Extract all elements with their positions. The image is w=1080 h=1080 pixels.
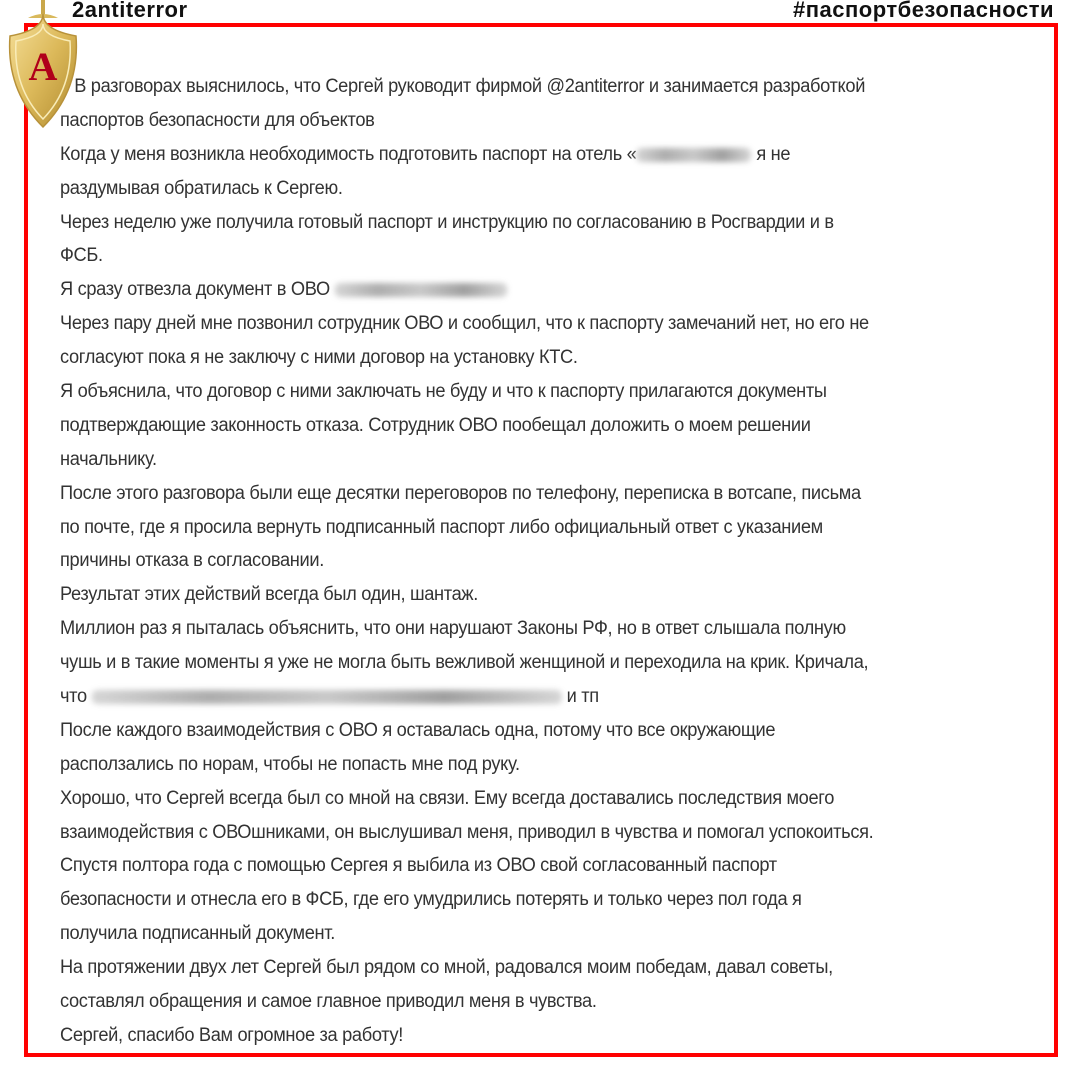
text-line: Миллион раз я пыталась объяснить, что они нарушают Законы РФ, но в ответ слышала полную	[60, 618, 846, 640]
text-line	[60, 680, 1010, 714]
text-line: Хорошо, что Сергей всегда был со мной на связи. Ему всегда доставались последствия моего	[60, 787, 835, 809]
brand-name: 2antiterror	[72, 0, 188, 22]
text-line: Спустя полтора года с помощью Сергея я выбила из ОВО свой согласованный паспорт	[60, 855, 777, 877]
text-line: безопасности и отнесла его в ФСБ, где его умудрились потерять и только через пол года я	[60, 889, 802, 911]
shield-logo-icon	[2, 0, 84, 130]
text-line: ФСБ.	[60, 245, 103, 267]
line-text: что	[60, 686, 87, 708]
line-text: Когда у меня возникла необходимость подготовить паспорт на отель «	[60, 143, 637, 165]
text-line: по почте, где я просила вернуть подписанный паспорт либо официальный ответ с указанием	[60, 516, 823, 538]
text-line: получила подписанный документ.	[60, 923, 336, 945]
text-line: расползались по норам, чтобы не попасть мне под руку.	[60, 753, 520, 775]
line-text: и тп	[566, 686, 599, 708]
line-text: В разговорах выяснилось, что Сергей руководит фирмой @2antiterror и занимается разработкой	[74, 76, 866, 97]
redacted-blur	[92, 690, 562, 704]
text-line: Сергей, спасибо Вам огромное за работу!	[60, 1024, 403, 1046]
redacted-blur	[636, 148, 751, 162]
text-line: После каждого взаимодействия с ОВО я оставалась одна, потому что все окружающие	[60, 719, 776, 741]
text-line	[60, 70, 1010, 104]
text-line: составлял обращения и самое главное приводил меня в чувства.	[60, 991, 597, 1013]
text-line: После этого разговора были еще десятки переговоров по телефону, переписка в вотсапе, письма	[60, 482, 861, 504]
text-line: Через неделю уже получила готовый паспорт и инструкцию по согласованию в Росгвардии и в	[60, 211, 834, 233]
line-text: Я сразу отвезла документ в ОВО	[60, 279, 330, 301]
text-line: начальнику.	[60, 448, 157, 470]
text-line: чушь и в такие моменты я уже не могла быть вежливой женщиной и переходила на крик. Кричала,	[60, 652, 869, 674]
text-line	[60, 138, 1010, 172]
text-line: Результат этих действий всегда был один, шантаж.	[60, 584, 479, 606]
hashtag: #паспортбезопасности	[792, 0, 1054, 22]
text-line: На протяжении двух лет Сергей был рядом со мной, радовался моим победам, давал советы,	[60, 957, 833, 979]
line-text: я не	[756, 143, 791, 165]
text-line: согласуют пока я не заключу с ними договор на установку КТС.	[60, 347, 578, 369]
text-line: раздумывая обратилась к Сергею.	[60, 177, 343, 199]
text-line: паспортов безопасности для объектов	[60, 109, 375, 131]
text-line: взаимодействия с ОВОшниками, он выслушивал меня, приводил в чувства и помогал успокоиться.	[60, 821, 874, 843]
svg-text:А: А	[28, 44, 58, 89]
redacted-blur	[335, 283, 508, 297]
text-line: причины отказа в согласовании.	[60, 550, 324, 572]
text-line	[60, 273, 1010, 307]
text-line: Я объяснила, что договор с ними заключать не буду и что к паспорту прилагаются документы	[60, 381, 827, 403]
testimonial-text	[60, 70, 1050, 1053]
text-line: подтверждающие законность отказа. Сотрудник ОВО пообещал доложить о моем решении	[60, 414, 811, 436]
text-line: Через пару дней мне позвонил сотрудник ОВО и сообщил, что к паспорту замечаний нет, но его не	[60, 313, 869, 335]
